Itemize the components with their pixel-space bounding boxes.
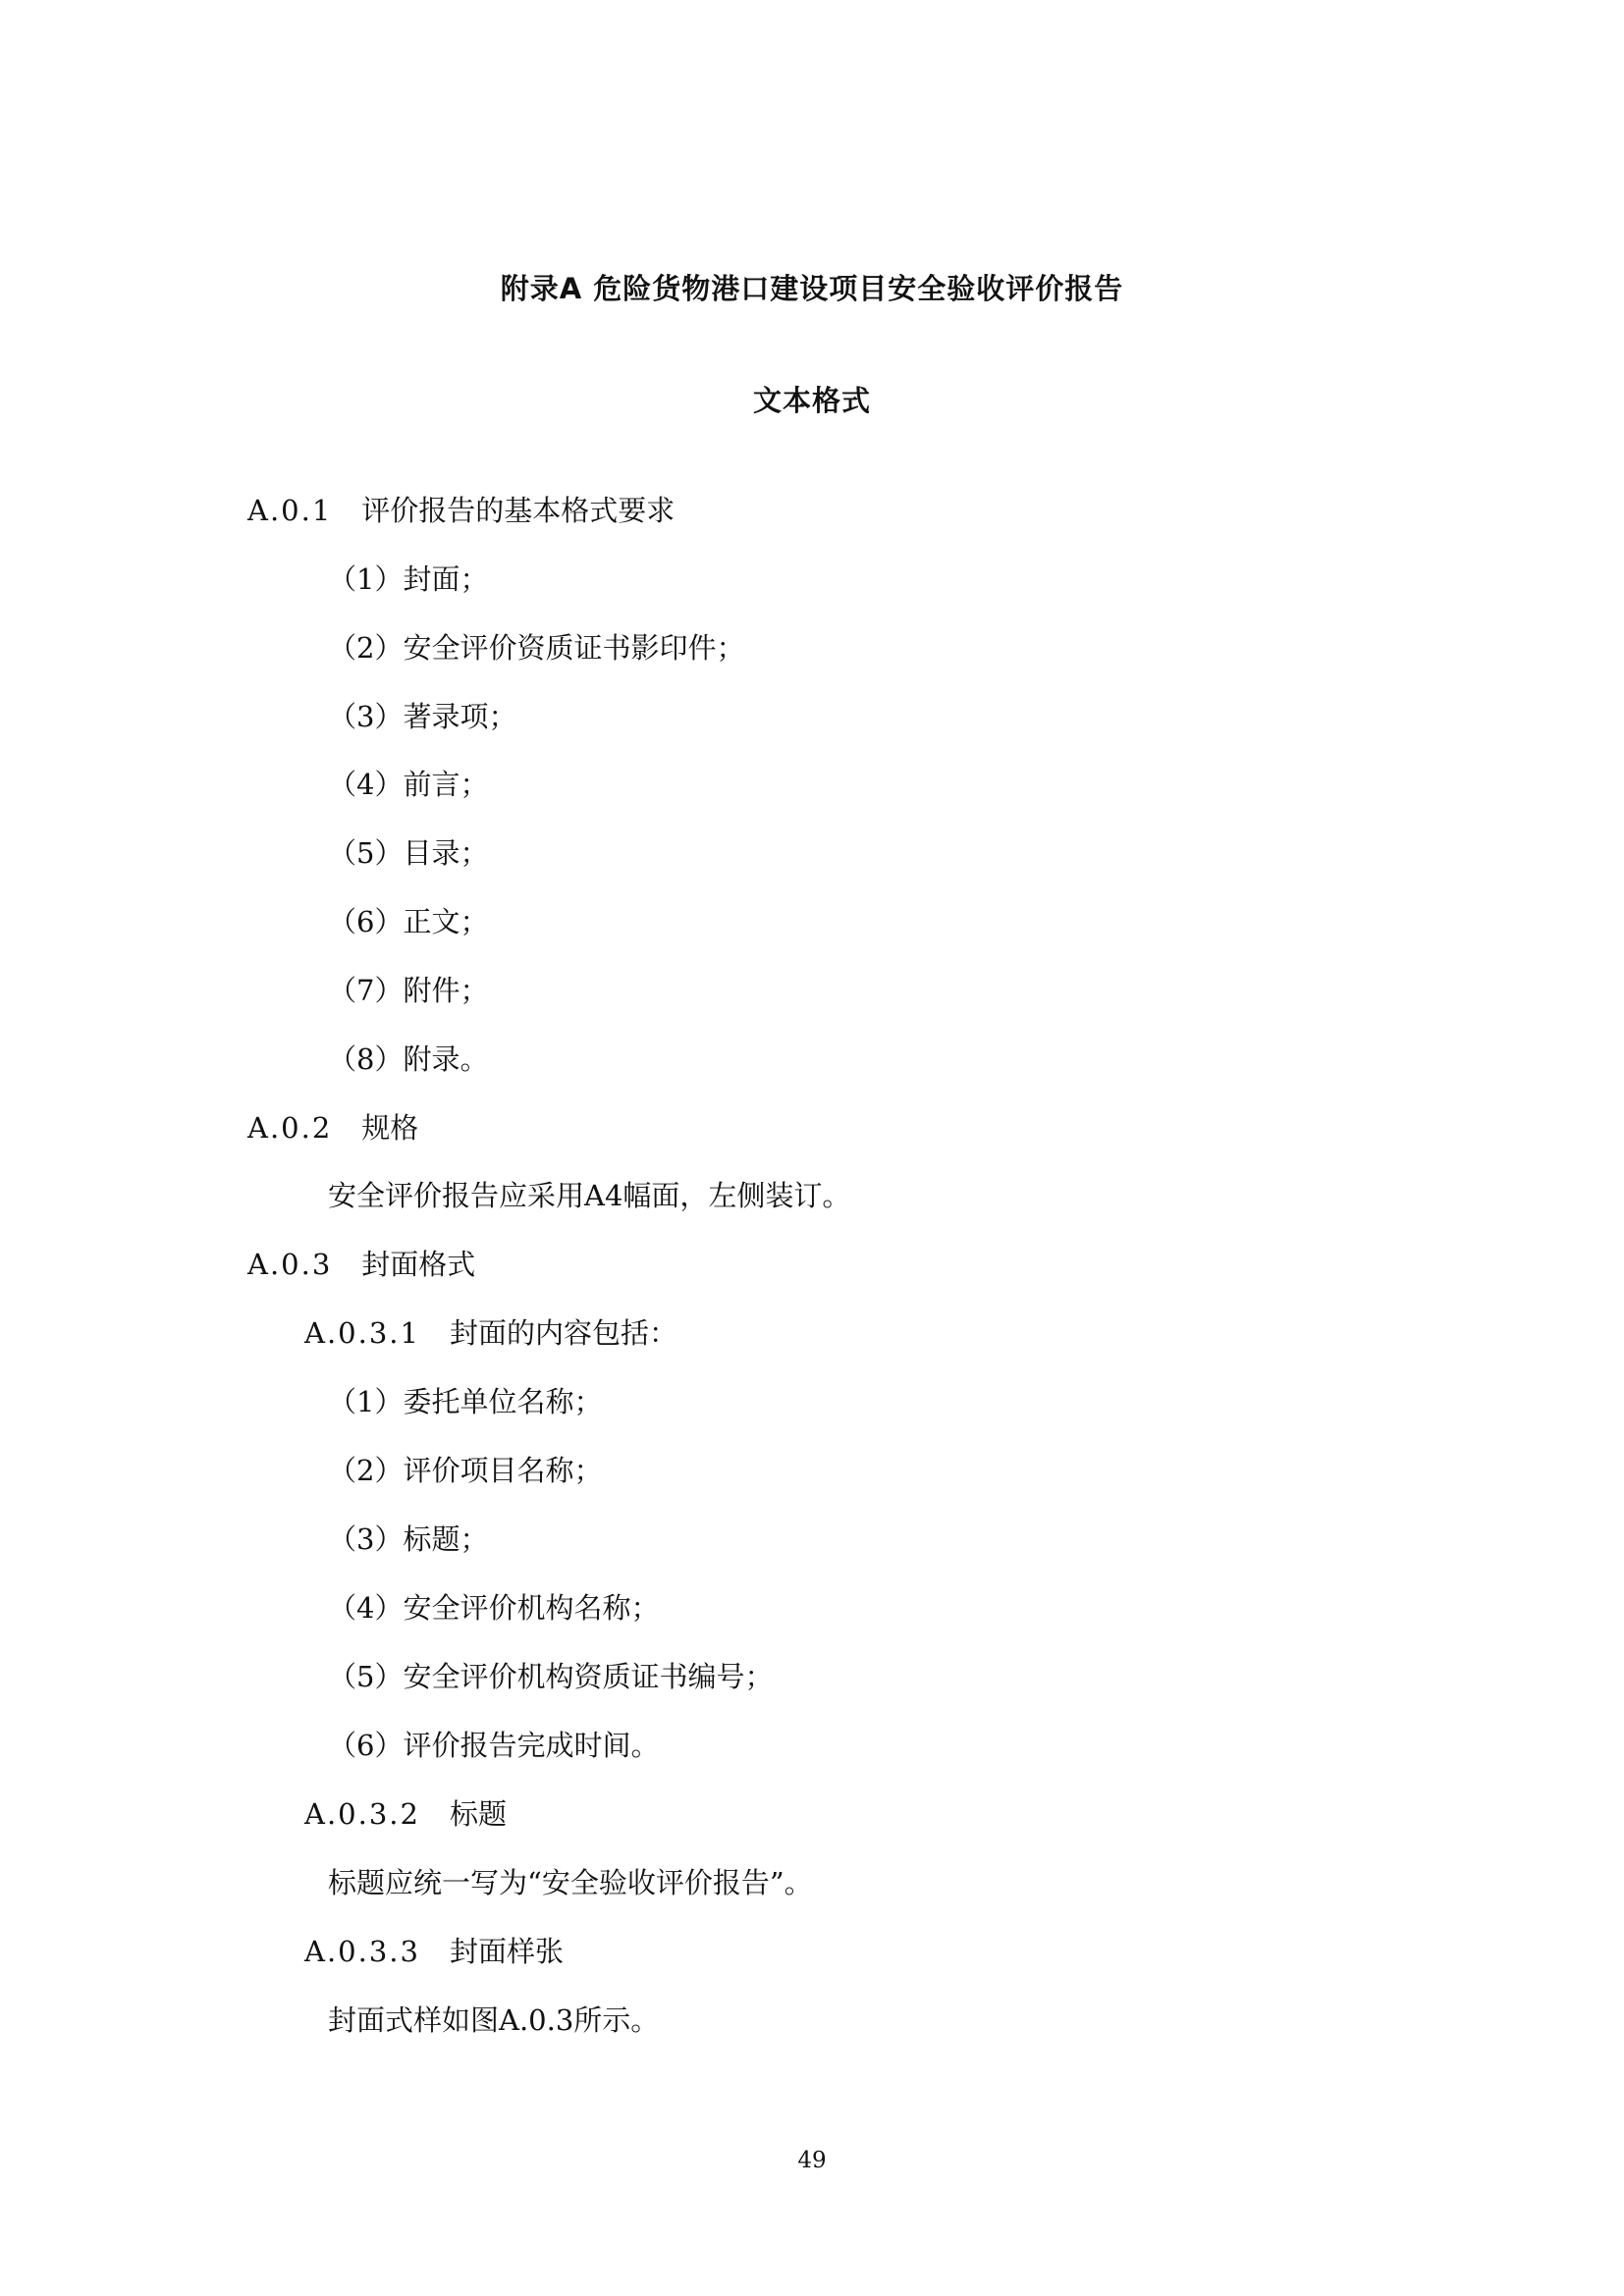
section-title: 评价报告的基本格式要求	[361, 494, 676, 527]
subsection-title: 封面样张	[449, 1935, 564, 1968]
list-item: （3）著录项；	[328, 700, 517, 733]
subsection-title: 标题	[449, 1797, 507, 1831]
section-number: A.0.2	[247, 1111, 333, 1145]
list-item: （4）前言；	[328, 768, 489, 801]
section-title: 规格	[361, 1111, 419, 1145]
paragraph: 封面式样如图A.0.3所示。	[328, 2003, 660, 2037]
subsection-a032-heading	[304, 1796, 507, 1832]
list-item: （6）正文；	[328, 905, 489, 938]
subsection-number: A.0.3.2	[304, 1797, 420, 1831]
paragraph: 安全评价报告应采用A4幅面，左侧装订。	[328, 1179, 851, 1212]
list-item: （6）评价报告完成时间。	[328, 1729, 660, 1762]
list-item: （5）目录；	[328, 836, 489, 870]
section-number: A.0.1	[247, 494, 333, 527]
subsection-a033-heading	[304, 1934, 564, 1969]
subsection-title: 封面的内容包括：	[449, 1316, 677, 1350]
list-item: （7）附件；	[328, 974, 489, 1007]
section-a02-heading	[247, 1110, 418, 1146]
appendix-title: 附录A 危险货物港口建设项目安全验收评价报告	[500, 272, 1124, 305]
page-number: 49	[797, 2148, 827, 2173]
list-item: （2）评价项目名称；	[328, 1454, 603, 1487]
section-a01-heading	[247, 493, 675, 528]
section-a03-heading	[247, 1247, 475, 1282]
list-item: （1）委托单位名称；	[328, 1385, 603, 1418]
section-number: A.0.3	[247, 1248, 333, 1281]
subsection-number: A.0.3.3	[304, 1935, 420, 1968]
list-item: （2）安全评价资质证书影印件；	[328, 631, 745, 665]
paragraph: 标题应统一写为“安全验收评价报告”。	[328, 1866, 813, 1899]
section-title: 封面格式	[361, 1248, 476, 1281]
list-item: （5）安全评价机构资质证书编号；	[328, 1660, 774, 1693]
subsection-number: A.0.3.1	[304, 1316, 420, 1350]
list-item: （8）附录。	[328, 1042, 489, 1076]
list-item: （3）标题；	[328, 1522, 489, 1556]
list-item: （1）封面；	[328, 562, 489, 596]
appendix-subtitle: 文本格式	[752, 384, 871, 417]
list-item: （4）安全评价机构名称；	[328, 1591, 660, 1625]
subsection-a031-heading	[304, 1315, 677, 1351]
